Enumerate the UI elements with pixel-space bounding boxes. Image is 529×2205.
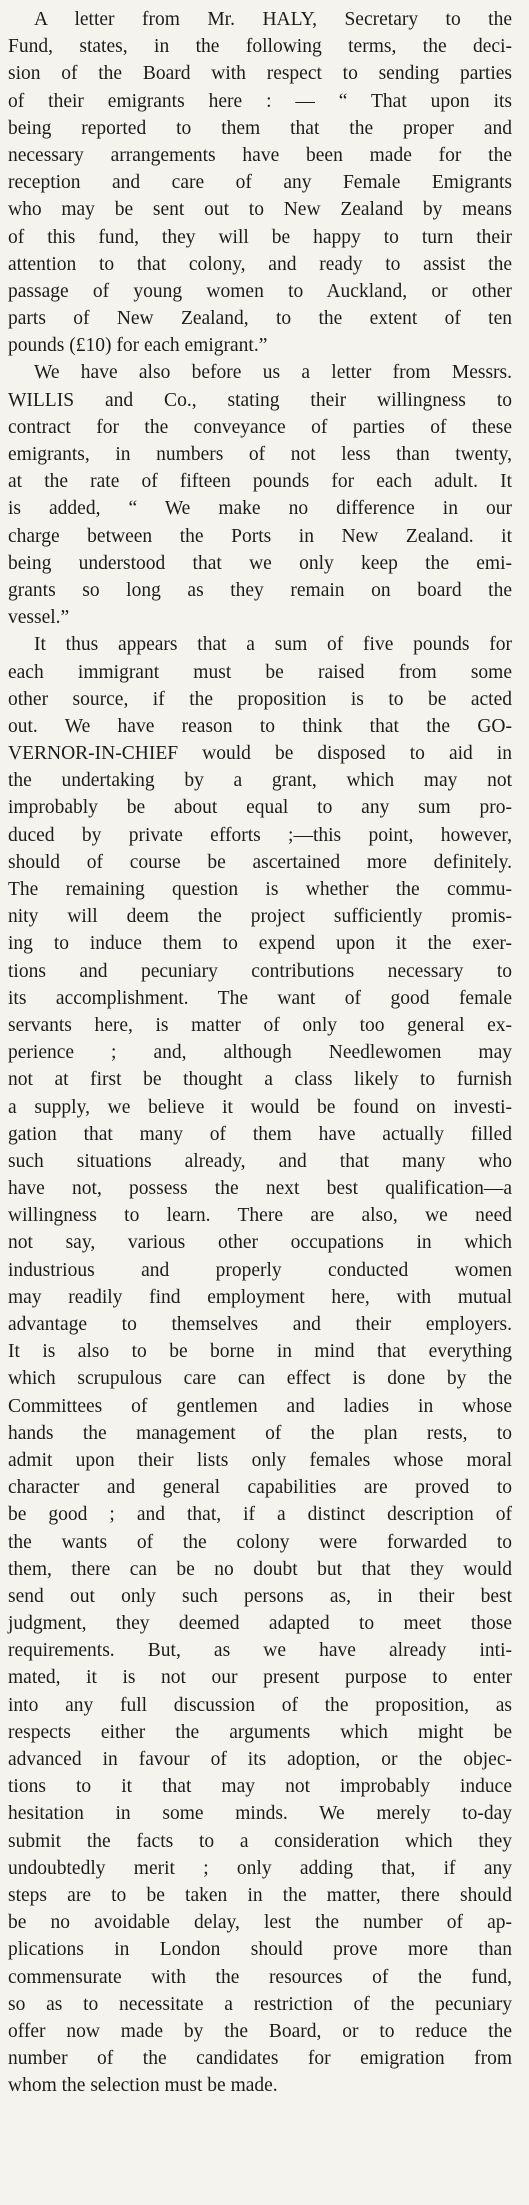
text-line: the undertaking by a grant, which may not — [8, 770, 512, 792]
text-line: willingness to learn. There are also, we need — [8, 1205, 512, 1227]
text-line: sion of the Board with respect to sending parties — [8, 63, 512, 85]
text-line: undoubtedly merit ; only adding that, if any — [8, 1857, 512, 1879]
text-line: admit upon their lists only females whose moral — [8, 1449, 512, 1471]
paragraph — [8, 6, 512, 359]
text-line: passage of young women to Auckland, or other — [8, 280, 512, 302]
text-line: Fund, states, in the following terms, the deci- — [8, 36, 512, 58]
text-line: number of the candidates for emigration from — [8, 2048, 512, 2070]
text-line: a supply, we believe it would be found on investi- — [8, 1096, 512, 1118]
text-line: tions and pecuniary contributions necessary to — [8, 960, 512, 982]
text-line: may readily find employment here, with mutual — [8, 1286, 512, 1308]
text-line: emigrants, in numbers of not less than twenty, — [8, 444, 512, 465]
text-line: whom the selection must be made. — [8, 2075, 278, 2097]
text-line: industrious and properly conducted women — [8, 1259, 512, 1281]
text-line: be good ; and that, if a distinct description of — [8, 1504, 512, 1526]
text-line: It thus appears that a sum of five pounds for — [34, 634, 512, 656]
text-line: into any full discussion of the proposition, as — [8, 1694, 512, 1716]
text-line: should of course be ascertained more definitely. — [8, 851, 512, 873]
text-line: improbably be about equal to any sum pro- — [8, 797, 512, 819]
text-line: being reported to them that the proper and — [8, 117, 512, 139]
text-line: steps are to be taken in the matter, there should — [8, 1884, 512, 1906]
text-line: who may be sent out to New Zealand by means — [8, 199, 512, 221]
text-line: mated, it is not our present purpose to enter — [8, 1667, 512, 1689]
text-line: other source, if the proposition is to be acted — [8, 688, 512, 710]
text-line: reception and care of any Female Emigrants — [8, 172, 512, 194]
article-column — [8, 6, 512, 2099]
text-line: contract for the conveyance of parties of these — [8, 416, 512, 438]
text-line: respects either the arguments which might be — [8, 1721, 512, 1743]
text-line: requirements. But, as we have already inti- — [8, 1640, 512, 1662]
text-line: grants so long as they remain on board the — [8, 579, 512, 601]
text-line: so as to necessitate a restriction of the pecuniary — [8, 1993, 512, 2015]
text-line: WILLIS and Co., stating their willingness to — [8, 389, 512, 411]
text-line: of this fund, they will be happy to turn their — [8, 226, 512, 248]
text-line: which scrupulous care can effect is done by the — [8, 1368, 512, 1390]
text-line: parts of New Zealand, to the extent of ten — [8, 308, 512, 330]
text-line: The remaining question is whether the commu- — [8, 879, 512, 900]
text-line: its accomplishment. The want of good female — [8, 987, 512, 1009]
text-line: vessel.” — [8, 607, 70, 629]
text-line: hesitation in some minds. We merely to-day — [8, 1803, 512, 1825]
text-line: be no avoidable delay, lest the number of ap- — [8, 1912, 512, 1934]
text-line: duced by private efforts ;—this point, however, — [8, 824, 512, 846]
text-line: necessary arrangements have been made for the — [8, 144, 512, 166]
text-line: at the rate of fifteen pounds for each adult. It — [8, 471, 512, 493]
text-line: advantage to themselves and their employers. — [8, 1314, 512, 1335]
text-line: charge between the Ports in New Zealand. it — [8, 525, 512, 547]
paragraph — [8, 631, 512, 2099]
paragraph — [8, 359, 512, 631]
text-line: A letter from Mr. HALY, Secretary to the — [34, 9, 512, 30]
text-line: pounds (£10) for each emigrant.” — [8, 335, 268, 357]
text-line: advanced in favour of its adoption, or the objec- — [8, 1749, 512, 1770]
text-line: of their emigrants here : — “ That upon its — [8, 90, 512, 112]
text-line: out. We have reason to think that the GO- — [8, 715, 512, 737]
text-line: have not, possess the next best qualification—a — [8, 1178, 512, 1200]
text-line: submit the facts to a consideration which they — [8, 1830, 512, 1852]
text-line: We have also before us a letter from Messrs. — [34, 362, 512, 384]
text-line: offer now made by the Board, or to reduce the — [8, 2020, 512, 2042]
text-line: not at first be thought a class likely to furnish — [8, 1069, 512, 1091]
text-line: nity will deem the project sufficiently promis- — [8, 906, 512, 928]
text-line: judgment, they deemed adapted to meet those — [8, 1613, 512, 1635]
text-line: It is also to be borne in mind that everything — [8, 1341, 512, 1363]
text-line: servants here, is matter of only too general ex- — [8, 1014, 512, 1036]
text-line: not say, various other occupations in which — [8, 1232, 512, 1254]
text-line: is added, “ We make no difference in our — [8, 498, 512, 520]
text-line: such situations already, and that many who — [8, 1150, 512, 1172]
text-line: VERNOR-IN-CHIEF would be disposed to aid in — [8, 743, 512, 765]
text-line: hands the management of the plan rests, to — [8, 1422, 512, 1444]
text-line: perience ; and, although Needlewomen may — [8, 1042, 512, 1064]
text-line: tions to it that may not improbably induce — [8, 1776, 512, 1798]
text-line: each immigrant must be raised from some — [8, 661, 512, 683]
text-line: gation that many of them have actually filled — [8, 1123, 512, 1145]
text-line: attention to that colony, and ready to assist the — [8, 253, 512, 275]
text-line: them, there can be no doubt but that they would — [8, 1558, 512, 1580]
text-line: commensurate with the resources of the fund, — [8, 1966, 512, 1988]
text-line: ing to induce them to expend upon it the exer- — [8, 933, 512, 955]
text-line: being understood that we only keep the emi- — [8, 552, 512, 574]
text-line: plications in London should prove more than — [8, 1939, 512, 1961]
text-line: send out only such persons as, in their best — [8, 1585, 512, 1607]
text-line: the wants of the colony were forwarded to — [8, 1531, 512, 1553]
text-line: Committees of gentlemen and ladies in whose — [8, 1395, 512, 1417]
text-line: character and general capabilities are proved to — [8, 1477, 512, 1499]
